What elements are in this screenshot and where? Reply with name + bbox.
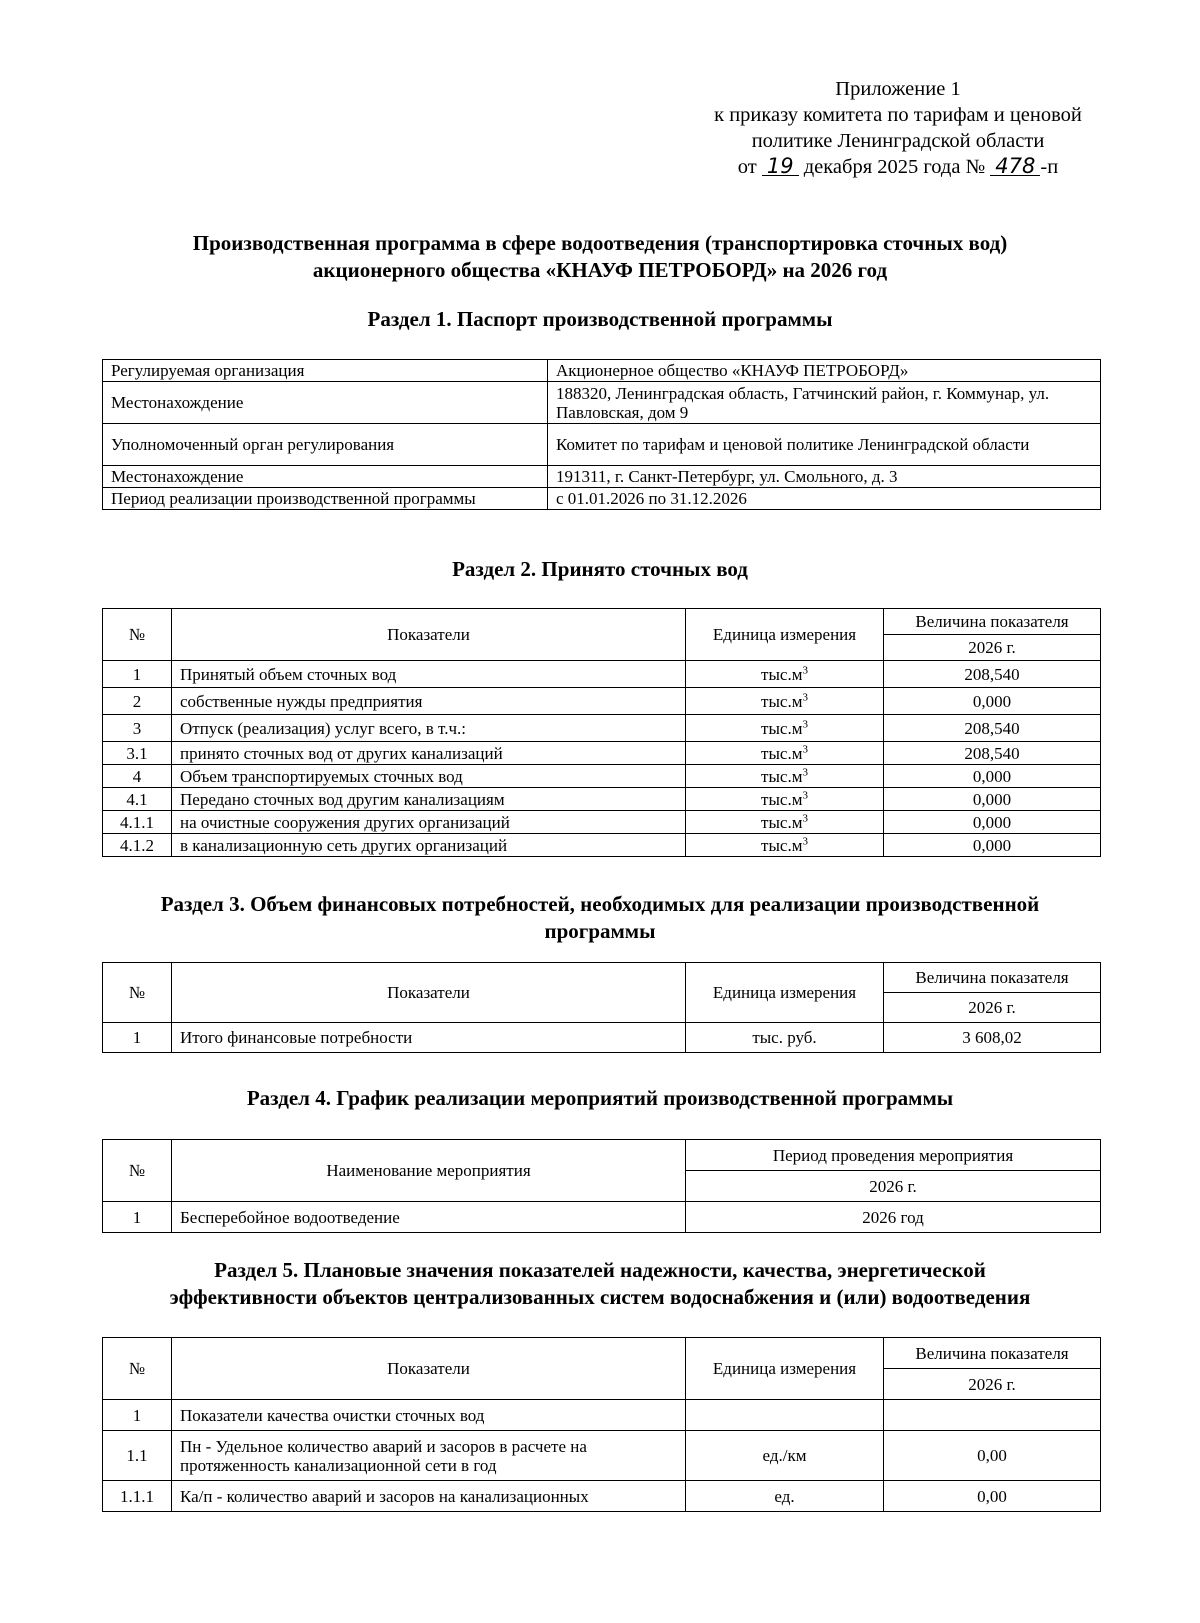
- cell-indicator: Показатели качества очистки сточных вод: [172, 1400, 686, 1431]
- table-row: [103, 382, 1101, 424]
- appendix-date-line: [672, 154, 1124, 180]
- table-row: [103, 424, 1101, 466]
- col-header-indicator: Показатели: [172, 963, 686, 1023]
- col-header-year: 2026 г.: [686, 1171, 1101, 1202]
- cell-unit: $тыс.м^3$: [686, 688, 884, 715]
- cell-unit: $тыс.м^3$: [686, 834, 884, 857]
- table-row: [103, 1202, 1101, 1233]
- cell-num: 4.1: [103, 788, 172, 811]
- cell-value: [884, 1400, 1101, 1431]
- cell-event-name: Бесперебойное водоотведение: [172, 1202, 686, 1233]
- cell-num: 4.1.1: [103, 811, 172, 834]
- cell-num: 1: [103, 1400, 172, 1431]
- table-row: [103, 834, 1101, 857]
- cell-num: 1.1.1: [103, 1481, 172, 1512]
- cell-num: 1.1: [103, 1431, 172, 1481]
- reliability-indicators-table: [102, 1337, 1101, 1512]
- table-row: [103, 788, 1101, 811]
- cell-indicator: Ка/п - количество аварий и засоров на канализационных: [172, 1481, 686, 1512]
- cell-num: 1: [103, 1023, 172, 1053]
- passport-label: Уполномоченный орган регулирования: [103, 424, 548, 466]
- cell-value: 0,000: [884, 688, 1101, 715]
- cell-value: 0,00: [884, 1481, 1101, 1512]
- table-row: [103, 1400, 1101, 1431]
- cell-value: 3 608,02: [884, 1023, 1101, 1053]
- cell-period: 2026 год: [686, 1202, 1101, 1233]
- section5-heading: [100, 1257, 1100, 1311]
- col-header-value: Величина показателя: [884, 609, 1101, 635]
- date-middle: декабря 2025 года №: [803, 156, 986, 178]
- cell-num: 3: [103, 715, 172, 742]
- cell-indicator: Отпуск (реализация) услуг всего, в т.ч.:: [172, 715, 686, 742]
- col-header-indicator: Показатели: [172, 1338, 686, 1400]
- appendix-line3: политике Ленинградской области: [751, 130, 1045, 152]
- passport-value: с 01.01.2026 по 31.12.2026: [548, 488, 1101, 510]
- table-row: [103, 466, 1101, 488]
- section5-heading-line2: эффективности объектов централизованных систем водоснабжения и (или) водоотведения: [169, 1285, 1031, 1309]
- section5-heading-line1: Раздел 5. Плановые значения показателей надежности, качества, энергетической: [214, 1258, 986, 1282]
- table-row: [103, 715, 1101, 742]
- cell-unit: ед.: [686, 1481, 884, 1512]
- cell-unit: $тыс.м^3$: [686, 715, 884, 742]
- handwritten-day: 19: [762, 157, 799, 176]
- table-row: [103, 1431, 1101, 1481]
- cell-value: 208,540: [884, 661, 1101, 688]
- passport-value: 188320, Ленинградская область, Гатчинский район, г. Коммунар, ул. Павловская, дом 9: [548, 382, 1101, 424]
- passport-label: Период реализации производственной программы: [103, 488, 548, 510]
- cell-num: 3.1: [103, 742, 172, 765]
- col-header-unit: Единица измерения: [686, 609, 884, 661]
- passport-label: Местонахождение: [103, 466, 548, 488]
- table-header-row: [103, 1140, 1101, 1171]
- col-header-unit: Единица измерения: [686, 963, 884, 1023]
- cell-indicator: Передано сточных вод другим канализациям: [172, 788, 686, 811]
- financial-needs-table: [102, 962, 1101, 1053]
- table-header-row: [103, 963, 1101, 993]
- appendix-line2: к приказу комитета по тарифам и ценовой: [714, 104, 1082, 126]
- col-header-year: 2026 г.: [884, 993, 1101, 1023]
- cell-unit: [686, 1400, 884, 1431]
- col-header-num: №: [103, 609, 172, 661]
- cell-unit: ед./км: [686, 1431, 884, 1481]
- col-header-period: Период проведения мероприятия: [686, 1140, 1101, 1171]
- cell-indicator: собственные нужды предприятия: [172, 688, 686, 715]
- cell-unit: $тыс.м^3$: [686, 661, 884, 688]
- section3-heading-line2: программы: [544, 919, 656, 943]
- col-header-year: 2026 г.: [884, 635, 1101, 661]
- table-row: [103, 765, 1101, 788]
- col-header-value: Величина показателя: [884, 1338, 1101, 1369]
- table-row: [103, 360, 1101, 382]
- title-line1: Производственная программа в сфере водоотведения (транспортировка сточных вод): [192, 231, 1008, 255]
- col-header-value: Величина показателя: [884, 963, 1101, 993]
- table-row: [103, 661, 1101, 688]
- section3-heading-line1: Раздел 3. Объем финансовых потребностей, необходимых для реализации производственной: [160, 892, 1040, 916]
- section1-heading: Раздел 1. Паспорт производственной программы: [367, 307, 833, 331]
- col-header-num: №: [103, 1140, 172, 1202]
- col-header-unit: Единица измерения: [686, 1338, 884, 1400]
- cell-value: 0,000: [884, 788, 1101, 811]
- cell-num: 4.1.2: [103, 834, 172, 857]
- table-row: [103, 488, 1101, 510]
- cell-indicator: Итого финансовые потребности: [172, 1023, 686, 1053]
- cell-value: 208,540: [884, 742, 1101, 765]
- cell-indicator: принято сточных вод от других канализаций: [172, 742, 686, 765]
- cell-indicator: в канализационную сеть других организаций: [172, 834, 686, 857]
- cell-num: 1: [103, 661, 172, 688]
- cell-indicator: на очистные сооружения других организаций: [172, 811, 686, 834]
- cell-indicator: Объем транспортируемых сточных вод: [172, 765, 686, 788]
- cell-unit: тыс. руб.: [686, 1023, 884, 1053]
- col-header-num: №: [103, 1338, 172, 1400]
- table-header-row: [103, 1338, 1101, 1369]
- passport-label: Местонахождение: [103, 382, 548, 424]
- title-line2: акционерного общества «КНАУФ ПЕТРОБОРД» на 2026 год: [312, 258, 888, 282]
- date-prefix: от: [737, 156, 757, 178]
- table-row: [103, 688, 1101, 715]
- section2-heading: Раздел 2. Принято сточных вод: [452, 557, 748, 581]
- table-row: [103, 1023, 1101, 1053]
- table-row: [103, 1481, 1101, 1512]
- passport-value: 191311, г. Санкт-Петербург, ул. Смольного, д. 3: [548, 466, 1101, 488]
- cell-unit: $тыс.м^3$: [686, 742, 884, 765]
- passport-label: Регулируемая организация: [103, 360, 548, 382]
- cell-indicator: Принятый объем сточных вод: [172, 661, 686, 688]
- table-header-row: [103, 609, 1101, 635]
- cell-unit: $тыс.м^3$: [686, 788, 884, 811]
- cell-unit: $тыс.м^3$: [686, 765, 884, 788]
- section4-heading: Раздел 4. График реализации мероприятий производственной программы: [246, 1086, 954, 1110]
- cell-indicator: Пн - Удельное количество аварий и засоров в расчете на протяженность канализационной сети в год: [172, 1431, 686, 1481]
- schedule-table: [102, 1139, 1101, 1233]
- table-row: [103, 742, 1101, 765]
- cell-value: 0,000: [884, 811, 1101, 834]
- cell-unit: $тыс.м^3$: [686, 811, 884, 834]
- appendix-header: [672, 76, 1124, 180]
- cell-num: 1: [103, 1202, 172, 1233]
- cell-num: 4: [103, 765, 172, 788]
- passport-value: Акционерное общество «КНАУФ ПЕТРОБОРД»: [548, 360, 1101, 382]
- col-header-year: 2026 г.: [884, 1369, 1101, 1400]
- appendix-line1: Приложение 1: [835, 78, 961, 100]
- cell-num: 2: [103, 688, 172, 715]
- section3-heading: [100, 891, 1100, 945]
- document-title: [100, 230, 1100, 284]
- cell-value: 0,000: [884, 834, 1101, 857]
- cell-value: 0,000: [884, 765, 1101, 788]
- table-row: [103, 811, 1101, 834]
- cell-value: 0,00: [884, 1431, 1101, 1481]
- passport-value: Комитет по тарифам и ценовой политике Ленинградской области: [548, 424, 1101, 466]
- received-wastewater-table: [102, 608, 1101, 857]
- order-number-suffix: -п: [1040, 156, 1059, 178]
- col-header-num: №: [103, 963, 172, 1023]
- cell-value: 208,540: [884, 715, 1101, 742]
- col-header-indicator: Показатели: [172, 609, 686, 661]
- col-header-event-name: Наименование мероприятия: [172, 1140, 686, 1202]
- passport-table: [102, 359, 1101, 510]
- handwritten-order-number: 478: [990, 157, 1040, 176]
